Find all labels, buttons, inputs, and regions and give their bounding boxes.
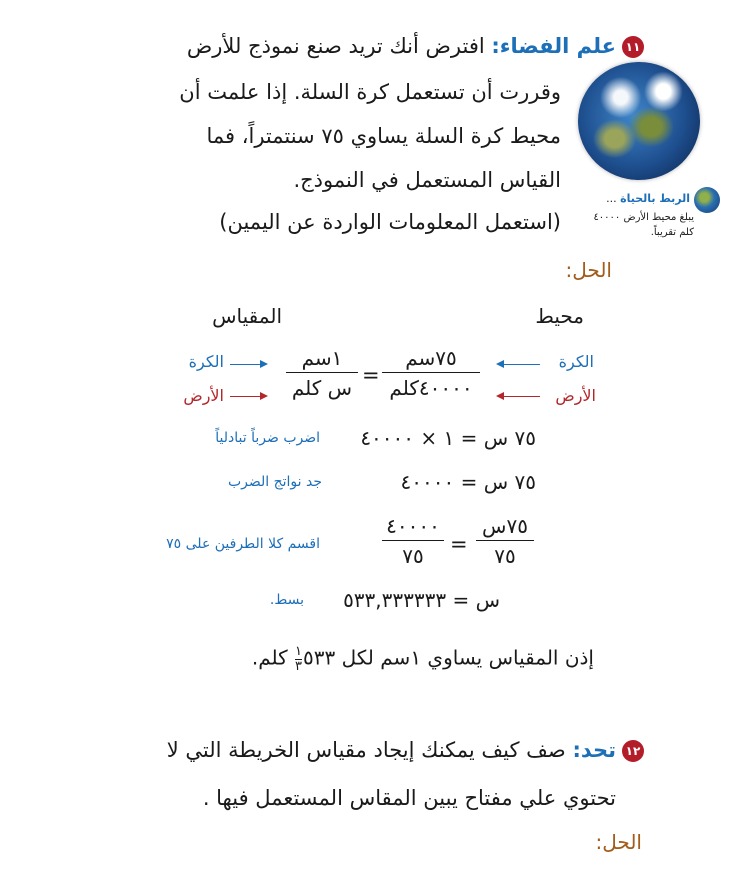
conclusion-unit: كلم. [251,645,288,670]
mini-globe-icon [694,187,720,213]
sidebar-title: الربط بالحياة ... [606,192,690,205]
sidebar-line-2: كلم تقريباً. [650,227,694,238]
problem-12-line-1 [167,738,644,762]
step-4-equation: س = ٥٣٣,٣٣٣٣٣٣ [343,588,500,612]
solution-label: الحل: [565,258,612,282]
fraction-denominator: ٤٠٠٠٠كلم [389,376,473,400]
sidebar-line-1: يبلغ محيط الأرض ٤٠٠٠٠ [593,212,694,223]
mixed-fraction [295,645,302,673]
step-2-equation: ٧٥ س = ٤٠٠٠٠ [400,470,536,494]
step-2-note: جد نواتج الضرب [227,474,322,490]
equals-sign: = [362,363,380,387]
label-ball-left: الكرة [188,352,224,371]
arrow-ball-left [230,364,266,365]
problem-12-solution-label: الحل: [595,830,642,854]
fraction-right-side [382,514,444,568]
step-1-equation: ٧٥ س = ١ × ٤٠٠٠٠ [360,426,536,450]
problem-11-line-1 [187,34,644,58]
label-earth-right: الأرض [555,386,596,405]
header-circumference: محيط [535,304,584,328]
problem-title: علم الفضاء: [491,34,616,58]
fraction-denominator: ٧٥ [402,544,424,568]
conclusion-line [252,645,594,673]
arrow-ball-right [498,364,540,365]
fraction-numerator: ٧٥سم [405,346,457,370]
problem-11-line-2: وقررت أن تستعمل كرة السلة. إذا علمت أن [179,80,561,104]
fraction-scale [286,346,358,400]
problem-number-badge: ١٢ [622,740,644,762]
step-3-note: اقسم كلا الطرفين على ٧٥ [166,536,320,552]
header-scale: المقياس [212,304,282,328]
problem-11-line-5: (استعمل المعلومات الواردة عن اليمين) [219,210,561,234]
step-1-note: اضرب ضرباً تبادلياً [215,430,320,446]
fraction-numerator: ١ [295,644,303,659]
fraction-numerator: ١سم [301,346,343,370]
step-4-note: بسط. [269,592,304,608]
problem-title: تحد: [572,738,616,762]
conclusion-text: إذن المقياس يساوي ١سم لكل ٥٣٣ [303,645,594,670]
earth-globe-image [578,62,700,180]
watermark [47,201,694,798]
problem-number-badge: ١١ [622,36,644,58]
fraction-left-side [476,514,534,568]
problem-text: صف كيف يمكنك إيجاد مقياس الخريطة التي لا [166,738,566,762]
arrow-earth-right [498,396,540,397]
fraction-numerator: ٤٠٠٠٠ [386,514,440,538]
fraction-denominator: ٧٥ [494,544,516,568]
problem-11-line-3: محيط كرة السلة يساوي ٧٥ سنتمتراً، فما [206,124,561,148]
problem-12-line-2: تحتوي علي مفتاح يبين المقاس المستعمل فيها . [202,786,616,810]
problem-text: افترض أنك تريد صنع نموذج للأرض [186,34,485,58]
arrow-earth-left [230,396,266,397]
label-earth-left: الأرض [183,386,224,405]
fraction-numerator: ٧٥س [482,514,528,538]
problem-11-line-4: القياس المستعمل في النموذج. [293,168,561,192]
fraction-denominator: س كلم [291,376,353,400]
label-ball-right: الكرة [558,352,594,371]
fraction-denominator: ٣ [295,658,303,674]
fraction-ball-earth [382,346,480,400]
equals-sign: = [450,532,468,556]
